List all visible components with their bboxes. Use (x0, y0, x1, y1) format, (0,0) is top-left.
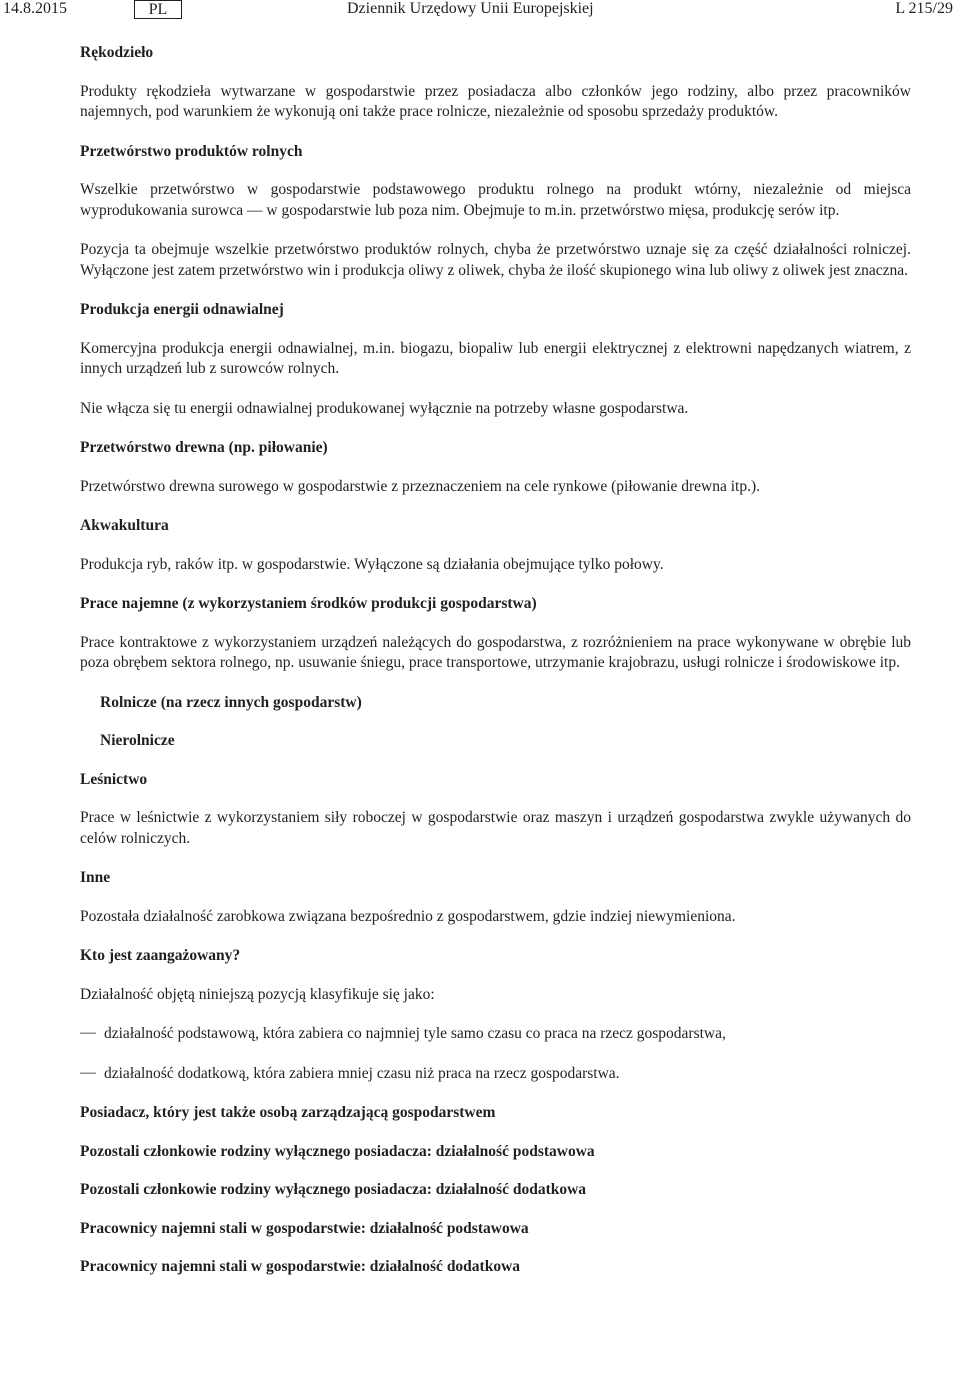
list-item-text: działalność podstawową, która zabiera co najmniej tyle samo czasu co praca na rzecz gospodarstwa, (104, 1025, 726, 1042)
heading-aquaculture: Akwakultura (80, 517, 169, 534)
heading-contract-work: Prace najemne (z wykorzystaniem środków produkcji gospodarstwa) (80, 595, 537, 612)
heading-wood: Przetwórstwo drewna (np. piłowanie) (80, 439, 328, 456)
category-heading: Pracownicy najemni stali w gospodarstwie: działalność podstawowa (80, 1219, 529, 1237)
dash-bullet: — (80, 1063, 96, 1081)
list-item-text: działalność dodatkową, która zabiera mniej czasu niż praca na rzecz gospodarstwa. (104, 1064, 620, 1082)
dash-bullet: — (80, 1024, 96, 1041)
list-item (80, 1024, 911, 1045)
paragraph: Wszelkie przetwórstwo w gospodarstwie podstawowego produktu rolnego na produkt wtórny, niezależnie od miejsca wyprodukowania surowca — w gospodarstwie lub poza nim. Obejmuje to m.in. przetwórstwo mięsa, produkcję serów itp. (80, 181, 911, 219)
language-box: PL (134, 0, 182, 19)
heading-forestry: Leśnictwo (80, 770, 148, 788)
heading-energy: Produkcja energii odnawialnej (80, 301, 284, 318)
paragraph: Komercyjna produkcja energii odnawialnej, m.in. biogazu, biopaliw lub energii elektrycznej z elektrowni napędzanych wiatrem, z innych urządzeń lub z surowców rolnych. (80, 339, 911, 377)
heading-who-involved: Kto jest zaangażowany? (80, 947, 241, 964)
heading-other: Inne (80, 869, 111, 886)
category-heading: Pozostali członkowie rodziny wyłącznego posiadacza: działalność podstawowa (80, 1142, 595, 1160)
paragraph: Produkty rękodzieła wytwarzane w gospodarstwie przez posiadacza albo członków jego rodziny, albo przez pracowników najemnych, pod warunkiem że wykonują oni także prace rolnicze, niezależnie od sposobu sprzedaży produktów. (80, 82, 911, 120)
subheading-agricultural: Rolnicze (na rzecz innych gospodarstw) (100, 693, 362, 711)
paragraph: Prace kontraktowe z wykorzystaniem urządzeń należących do gospodarstwa, z rozróżnieniem na prace wykonywane w obrębie lub poza obrębem sektora rolnego, np. usuwanie śniegu, prace transportowe, utrzymanie krajobrazu, usługi rolnicze i środowiskowe itp. (80, 633, 911, 671)
paragraph: Działalność objętą niniejszą pozycją klasyfikuje się jako: (80, 985, 435, 1003)
paragraph: Prace w leśnictwie z wykorzystaniem siły roboczej w gospodarstwie oraz maszyn i urządzeń gospodarstwa zwykle używanych do celów rolniczych. (80, 809, 911, 847)
paragraph: Produkcja ryb, raków itp. w gospodarstwie. Wyłączone są działania obejmujące tylko połowy. (80, 555, 664, 573)
document-body (80, 43, 911, 1278)
publication-date: 14.8.2015 (3, 0, 67, 17)
category-heading: Posiadacz, który jest także osobą zarządzającą gospodarstwem (80, 1104, 496, 1121)
category-heading: Pracownicy najemni stali w gospodarstwie: działalność dodatkowa (80, 1258, 521, 1275)
category-heading: Pozostali członkowie rodziny wyłącznego posiadacza: działalność dodatkowa (80, 1181, 587, 1198)
paragraph: Pozycja ta obejmuje wszelkie przetwórstwo produktów rolnych, chyba że przetwórstwo uznaje się za część działalności rolniczej. Wyłączone jest zatem przetwórstwo win i produkcja oliwy z oliwek, chyba że ilość skupionego wina lub oliwy z oliwek jest znaczna. (80, 241, 911, 279)
page-number: L 215/29 (895, 0, 953, 17)
list-item (80, 1064, 911, 1085)
heading-processing: Przetwórstwo produktów rolnych (80, 142, 303, 160)
paragraph: Nie włącza się tu energii odnawialnej produkowanej wyłącznie na potrzeby własne gospodarstwa. (80, 399, 689, 417)
journal-title: Dziennik Urzędowy Unii Europejskiej (347, 0, 594, 17)
heading-handicraft: Rękodzieło (80, 44, 154, 61)
page-header (0, 0, 960, 22)
paragraph: Przetwórstwo drewna surowego w gospodarstwie z przeznaczeniem na cele rynkowe (piłowanie drewna itp.). (80, 477, 761, 495)
paragraph: Pozostała działalność zarobkowa związana bezpośrednio z gospodarstwem, gdzie indziej niewymieniona. (80, 907, 736, 925)
subheading-non-agricultural: Nierolnicze (100, 732, 175, 749)
